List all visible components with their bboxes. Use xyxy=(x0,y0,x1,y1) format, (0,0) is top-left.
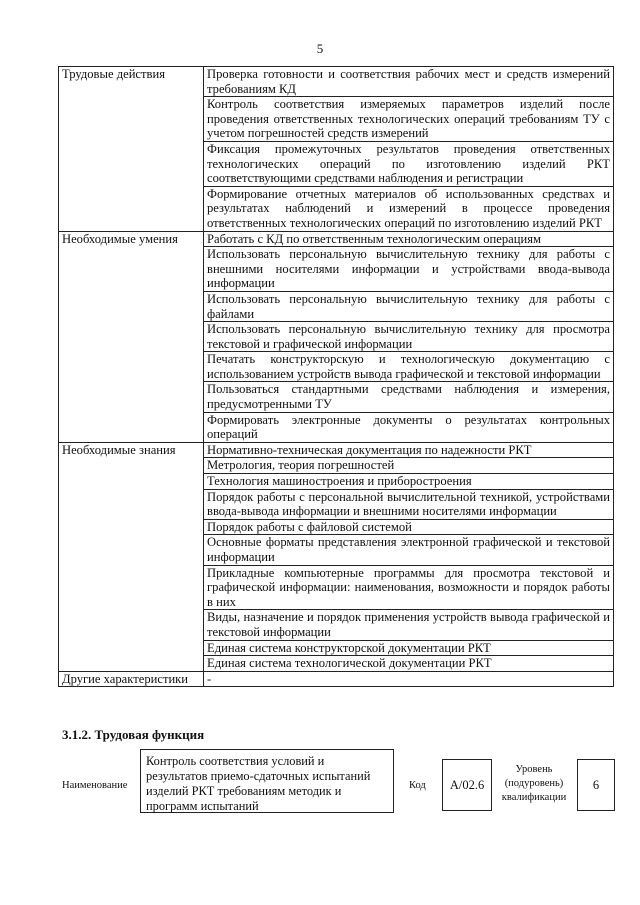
section-title: 3.1.2. Трудовая функция xyxy=(62,727,205,742)
table-cell: Прикладные компьютерные программы для просмотра текстовой и графической информации: наименования, возможности и порядок работы в них xyxy=(204,565,614,610)
table-cell: Метрология, теория погрешностей xyxy=(204,458,614,474)
row-group-label: Необходимые знания xyxy=(59,442,204,671)
table-cell: Использовать персональную вычислительную технику для просмотра текстовой и графической информации xyxy=(204,322,614,352)
table-cell: Единая система технологической документации РКТ xyxy=(204,656,614,672)
table-cell: Печатать конструкторскую и технологическую документацию с использованием устройств вывода графической и текстовой информации xyxy=(204,352,614,382)
table-row xyxy=(59,671,614,687)
qualification-level-label: Уровень (подуровень) квалификации xyxy=(501,764,567,803)
row-group-label: Другие характеристики xyxy=(59,671,204,687)
table-cell: Единая система конструкторской документации РКТ xyxy=(204,640,614,656)
table-body xyxy=(59,67,614,687)
code-value: А/02.6 xyxy=(442,759,492,811)
table-cell: Пользоваться стандартными средствами наблюдения и измерения, предусмотренными ТУ xyxy=(204,382,614,412)
qualification-level-value: 6 xyxy=(577,759,615,811)
table-cell: Порядок работы с персональной вычислительной техникой, устройствами ввода-вывода информации и внешними носителями информации xyxy=(204,489,614,519)
row-group-label: Трудовые действия xyxy=(59,67,204,232)
code-label: Код xyxy=(409,780,426,791)
table-cell: Виды, назначение и порядок применения устройств вывода графической и текстовой информации xyxy=(204,610,614,640)
table-cell: Фиксация промежуточных результатов проведения ответственных технологических операций по изготовлению изделий РКТ соответствующими средствами наблюдения и регистрации xyxy=(204,141,614,186)
table-cell: Использовать персональную вычислительную технику для работы с внешними носителями информации и устройствами ввода-вывода информации xyxy=(204,247,614,292)
table-cell: Проверка готовности и соответствия рабочих мест и средств измерений требованиям КД xyxy=(204,67,614,97)
table-row xyxy=(59,442,614,458)
table-cell: - xyxy=(204,671,614,687)
name-value: Контроль соответствия условий и результатов приемо-сдаточных испытаний изделий РКТ требованиям методик и программ испытаний xyxy=(140,749,394,813)
labor-function-table xyxy=(58,66,614,687)
table-cell: Нормативно-техническая документация по надежности РКТ xyxy=(204,442,614,458)
page-number: 5 xyxy=(316,41,324,56)
table-row xyxy=(59,67,614,97)
table-cell: Технология машиностроения и приборостроения xyxy=(204,474,614,490)
table-cell: Контроль соответствия измеряемых параметров изделий после проведения ответственных технологических операций требованиям ТУ с учетом погрешностей средств измерений xyxy=(204,97,614,142)
row-group-label: Необходимые умения xyxy=(59,231,204,442)
table-cell: Основные форматы представления электронной графической и текстовой информации xyxy=(204,535,614,565)
table-cell: Формирование отчетных материалов об использованных средствах и результатах наблюдений и измерений в процессе проведения ответственных технологических операций по изготовлению изделий РКТ xyxy=(204,186,614,231)
table-cell: Работать с КД по ответственным технологическим операциям xyxy=(204,231,614,247)
table-cell: Использовать персональную вычислительную технику для работы с файлами xyxy=(204,291,614,321)
table-row xyxy=(59,231,614,247)
table-cell: Порядок работы с файловой системой xyxy=(204,519,614,535)
table-cell: Формировать электронные документы о результатах контрольных операций xyxy=(204,412,614,442)
name-label: Наименование xyxy=(62,780,128,791)
